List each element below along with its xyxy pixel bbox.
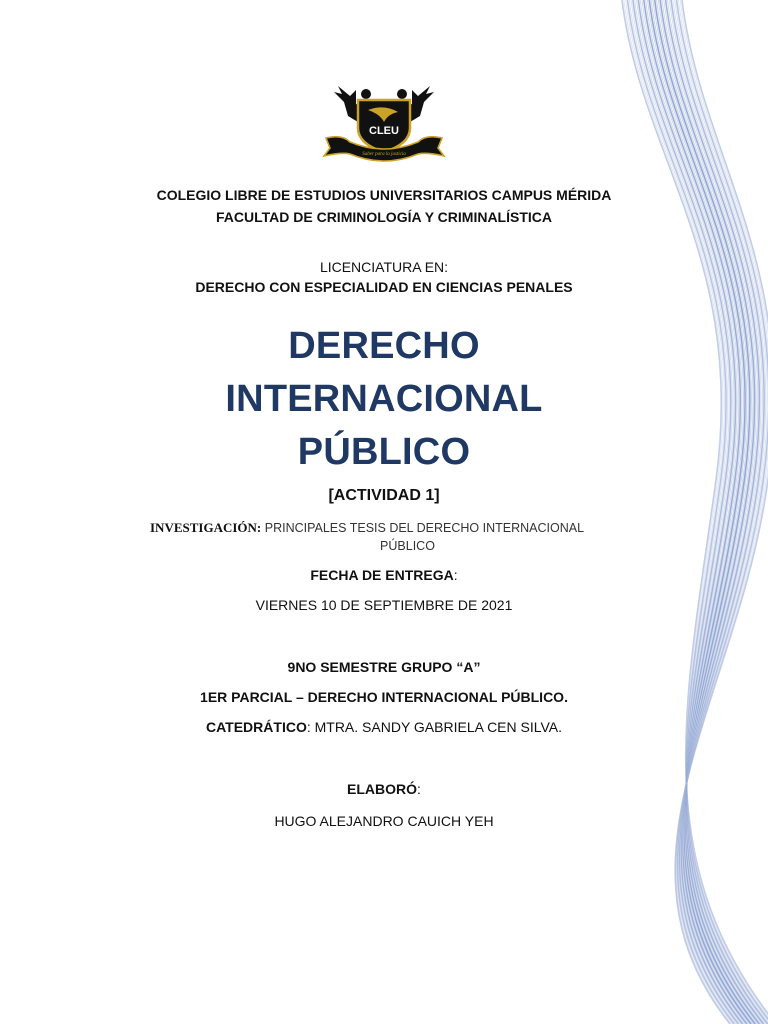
- author-label: ELABORÓ: [347, 781, 418, 797]
- institution-block: [0, 184, 768, 228]
- logo-motto: Saber para la justicia: [362, 152, 406, 157]
- due-date-label: FECHA DE ENTREGA: [310, 567, 454, 583]
- decorative-wave-lines: [560, 0, 768, 1024]
- investigation-block: [150, 519, 625, 555]
- college-name: COLEGIO LIBRE DE ESTUDIOS UNIVERSITARIOS CAMPUS MÉRIDA: [156, 187, 612, 203]
- teacher-row: [0, 719, 768, 735]
- semester-group: 9NO SEMESTRE GRUPO “A”: [287, 659, 481, 675]
- teacher-label: CATEDRÁTICO: [205, 719, 307, 735]
- activity-label: [ACTIVIDAD 1]: [328, 487, 440, 504]
- document-title: [0, 320, 768, 479]
- degree-name: DERECHO CON ESPECIALIDAD EN CIENCIAS PENALES: [195, 279, 573, 295]
- title-line-3: PÚBLICO: [297, 431, 471, 473]
- title-line-2: INTERNACIONAL: [225, 378, 543, 420]
- faculty-name: FACULTAD DE CRIMINOLOGÍA Y CRIMINALÍSTICA: [216, 209, 552, 225]
- cleu-logo: [322, 82, 446, 168]
- degree-label: LICENCIATURA EN:: [319, 259, 449, 275]
- due-date-label-row: [0, 567, 768, 583]
- wave-line: [657, 0, 752, 1024]
- due-date-colon: :: [453, 567, 458, 583]
- author-colon: :: [417, 781, 421, 797]
- logo-text: CLEU: [369, 125, 399, 137]
- due-date-value: VIERNES 10 DE SEPTIEMBRE DE 2021: [255, 597, 513, 613]
- teacher-name: MTRA. SANDY GABRIELA CEN SILVA.: [314, 719, 563, 735]
- author-label-row: [0, 781, 768, 797]
- investigation-value-line-2: PÚBLICO: [380, 539, 435, 553]
- author-name: HUGO ALEJANDRO CAUICH YEH: [274, 813, 494, 829]
- title-line-1: DERECHO: [288, 325, 480, 367]
- investigation-label: INVESTIGACIÓN:: [150, 520, 262, 535]
- degree-block: [0, 257, 768, 297]
- investigation-value-line-1: PRINCIPALES TESIS DEL DERECHO INTERNACIONAL: [264, 521, 585, 535]
- teacher-colon: :: [306, 719, 311, 735]
- partial-subject: 1ER PARCIAL – DERECHO INTERNACIONAL PÚBLICO.: [200, 689, 568, 705]
